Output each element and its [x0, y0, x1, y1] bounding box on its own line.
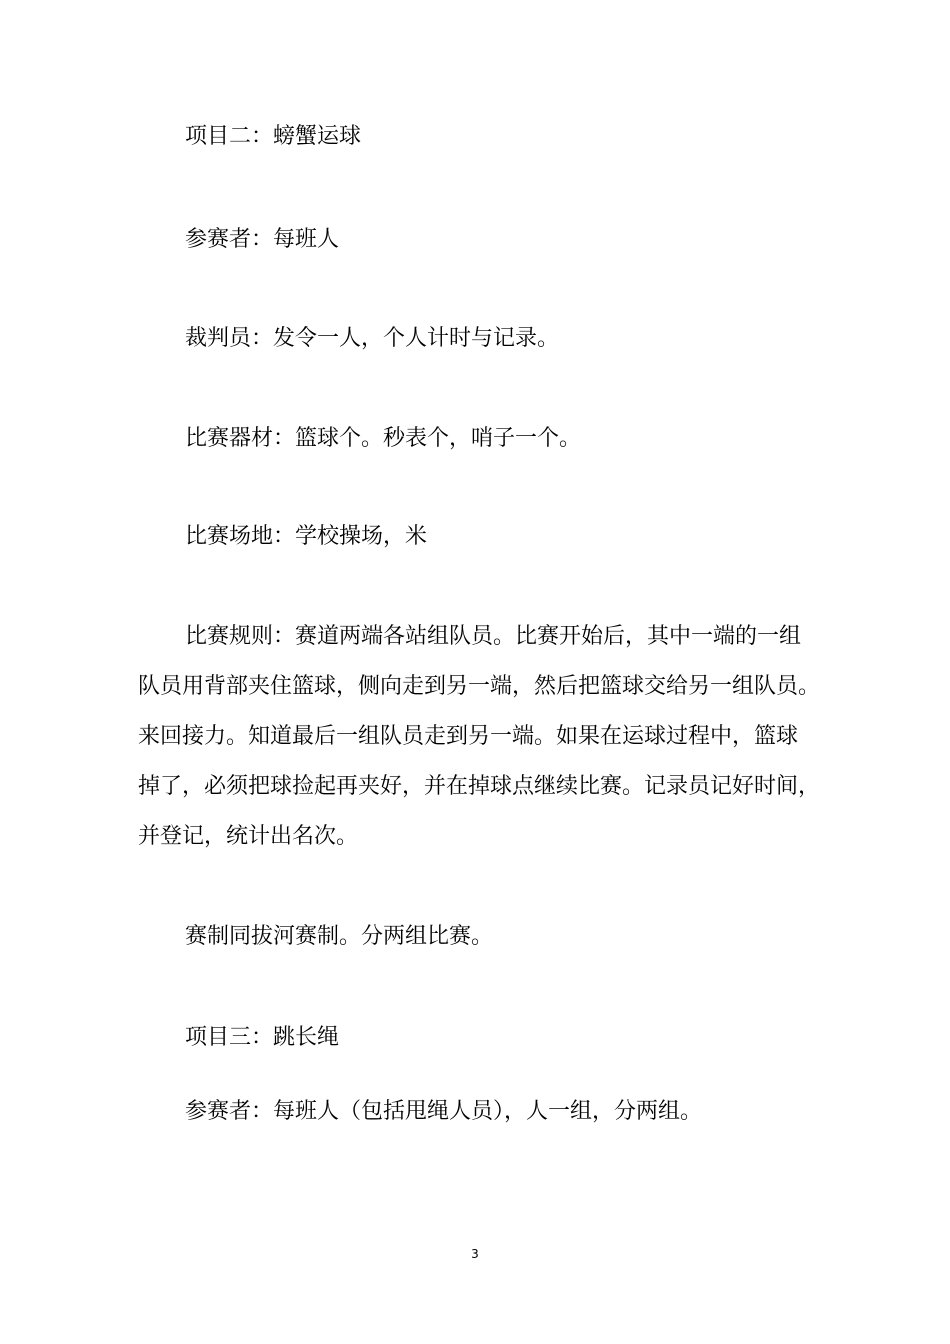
- competition-format: 赛制同拔河赛制。分两组比赛。: [185, 924, 494, 949]
- equipment: 比赛器材：篮球个。秒表个，哨子一个。: [185, 426, 582, 451]
- rules-line-4: 掉了，必须把球捡起再夹好，并在掉球点继续比赛。记录员记好时间，: [138, 774, 821, 799]
- item3-title: 项目三：跳长绳: [185, 1025, 340, 1050]
- participants: 参赛者：每班人: [185, 227, 340, 252]
- referees: 裁判员：发令一人，个人计时与记录。: [185, 326, 560, 351]
- rules-line-5: 并登记，统计出名次。: [138, 824, 359, 849]
- page-number: 3: [471, 1247, 479, 1261]
- rules-line-3: 来回接力。知道最后一组队员走到另一端。如果在运球过程中，篮球: [138, 724, 799, 749]
- item3-participants: 参赛者：每班人（包括甩绳人员），人一组，分两组。: [185, 1099, 703, 1124]
- rules-line-1: 比赛规则：赛道两端各站组队员。比赛开始后，其中一端的一组: [185, 624, 802, 649]
- item2-title: 项目二：螃蟹运球: [185, 124, 362, 149]
- rules-line-2: 队员用背部夹住篮球，侧向走到另一端，然后把篮球交给另一组队员。: [138, 674, 821, 699]
- venue: 比赛场地：学校操场，米: [185, 524, 428, 549]
